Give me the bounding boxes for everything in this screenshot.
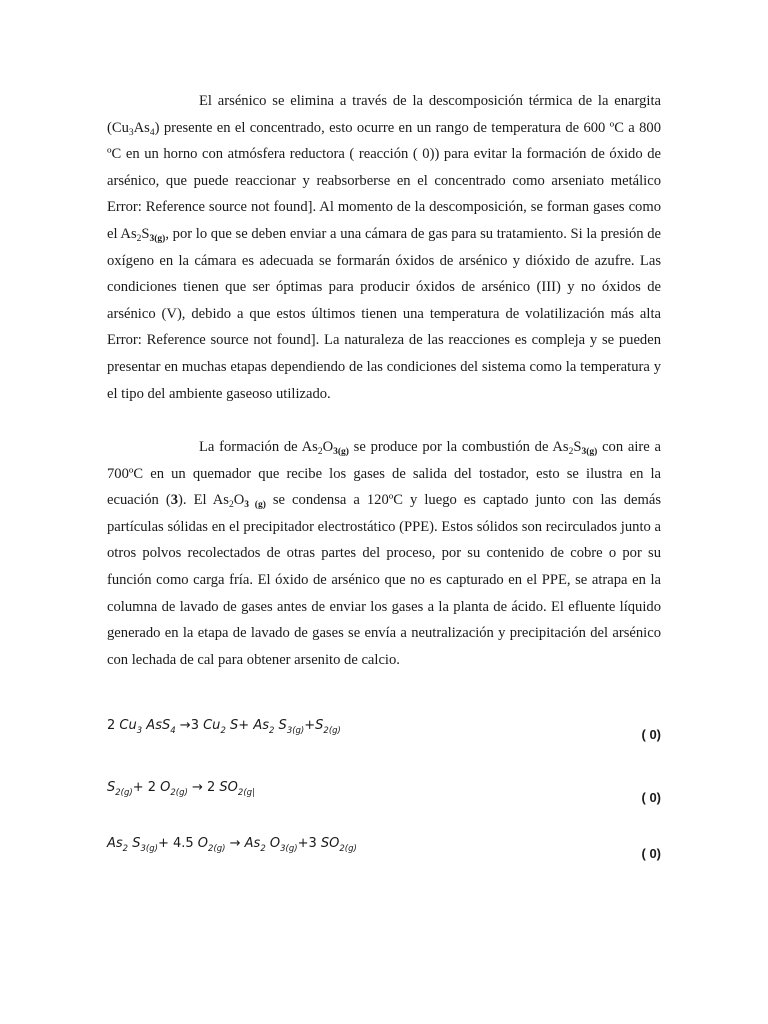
equation-reference: 3 <box>170 492 179 509</box>
equation-number-2: ( 0) <box>641 790 661 805</box>
paragraph-arsenic-elimination: El arsénico se elimina a través de la descomposición térmica de la enargita $(Cu_3As_4)$ presente en el concentrado, esto ocurre en un rango de temperatura de 600 ºC a 800 ºC en un horno con atmósfera reductora ( reacción ( 0)) para evitar la formación de óxido de arsénico, que puede reaccionar y reabsorberse en el concentrado como arseniato metálico Error: Reference source not found]. Al momento de la descomposición, se forman gases como el $As_2S_{3(g)}$, por lo que se deben enviar a una cámara de gas para su tratamiento. Si la presión de oxígeno en la cámara es adecuada se formarán óxidos de arsénico y dióxido de azufre. Las condiciones tienen que ser óptimas para producir óxidos de arsénico (III) y no óxidos de arsénico (V), debido a que estos últimos tienen una temperatura de volatilización más alta Error: Reference source not found]. La naturaleza de las reacciones es compleja y se pueden presentar en muchas etapas dependiendo de las condiciones del sistema como la temperatura y el tipo del ambiente gaseoso utilizado. <box>107 93 661 402</box>
equation-number-1: ( 0) <box>641 727 661 742</box>
equation-arsenic-sulfide-combustion: $As_2$ $S_{3(g)}+ 4.5$ $O_{2(g)} \to As_2$ $O_{3(g)}+3$ $SO_{2(g)}$ <box>107 836 357 854</box>
equation-number-3: ( 0) <box>641 846 661 861</box>
equation-enargite-decomposition: 2 $Cu_3$ AsS$_4$ →3 $Cu_2$ $S+ As_2$ $S_{3(g)}+S_{2(g)}$ <box>107 718 341 736</box>
paragraph-as2o3-formation: La formación de $As_2O_{3(g)}$ se produce por la combustión de $As_2S_{3(g)}$ con aire a 700ºC en un quemador que recibe los gases de salida del tostador, esto se ilustra en la ecuación (3). El $As_2O_{3 (g)}$ se condensa a 120ºC y luego es captado junto con las demás partículas sólidas en el precipitador electrostático (PPE). Estos sólidos son recirculados junto a otros polvos recolectados de otras partes del proceso, por su contenido de cobre o por su función como carga fría. El óxido de arsénico que no es capturado en el PPE, se atrapa en la columna de lavado de gases antes de enviar los gases a la planta de ácido. El efluente líquido generado en la etapa de lavado de gases se envía a neutralización y precipitación del arsénico con lechada de cal para obtener arsenito de calcio. <box>107 439 662 668</box>
equation-sulfur-oxidation: $S_{2(g)}+ 2$ $O_{2(g)} \to 2$ $SO_{2(g|}$ <box>107 780 255 798</box>
